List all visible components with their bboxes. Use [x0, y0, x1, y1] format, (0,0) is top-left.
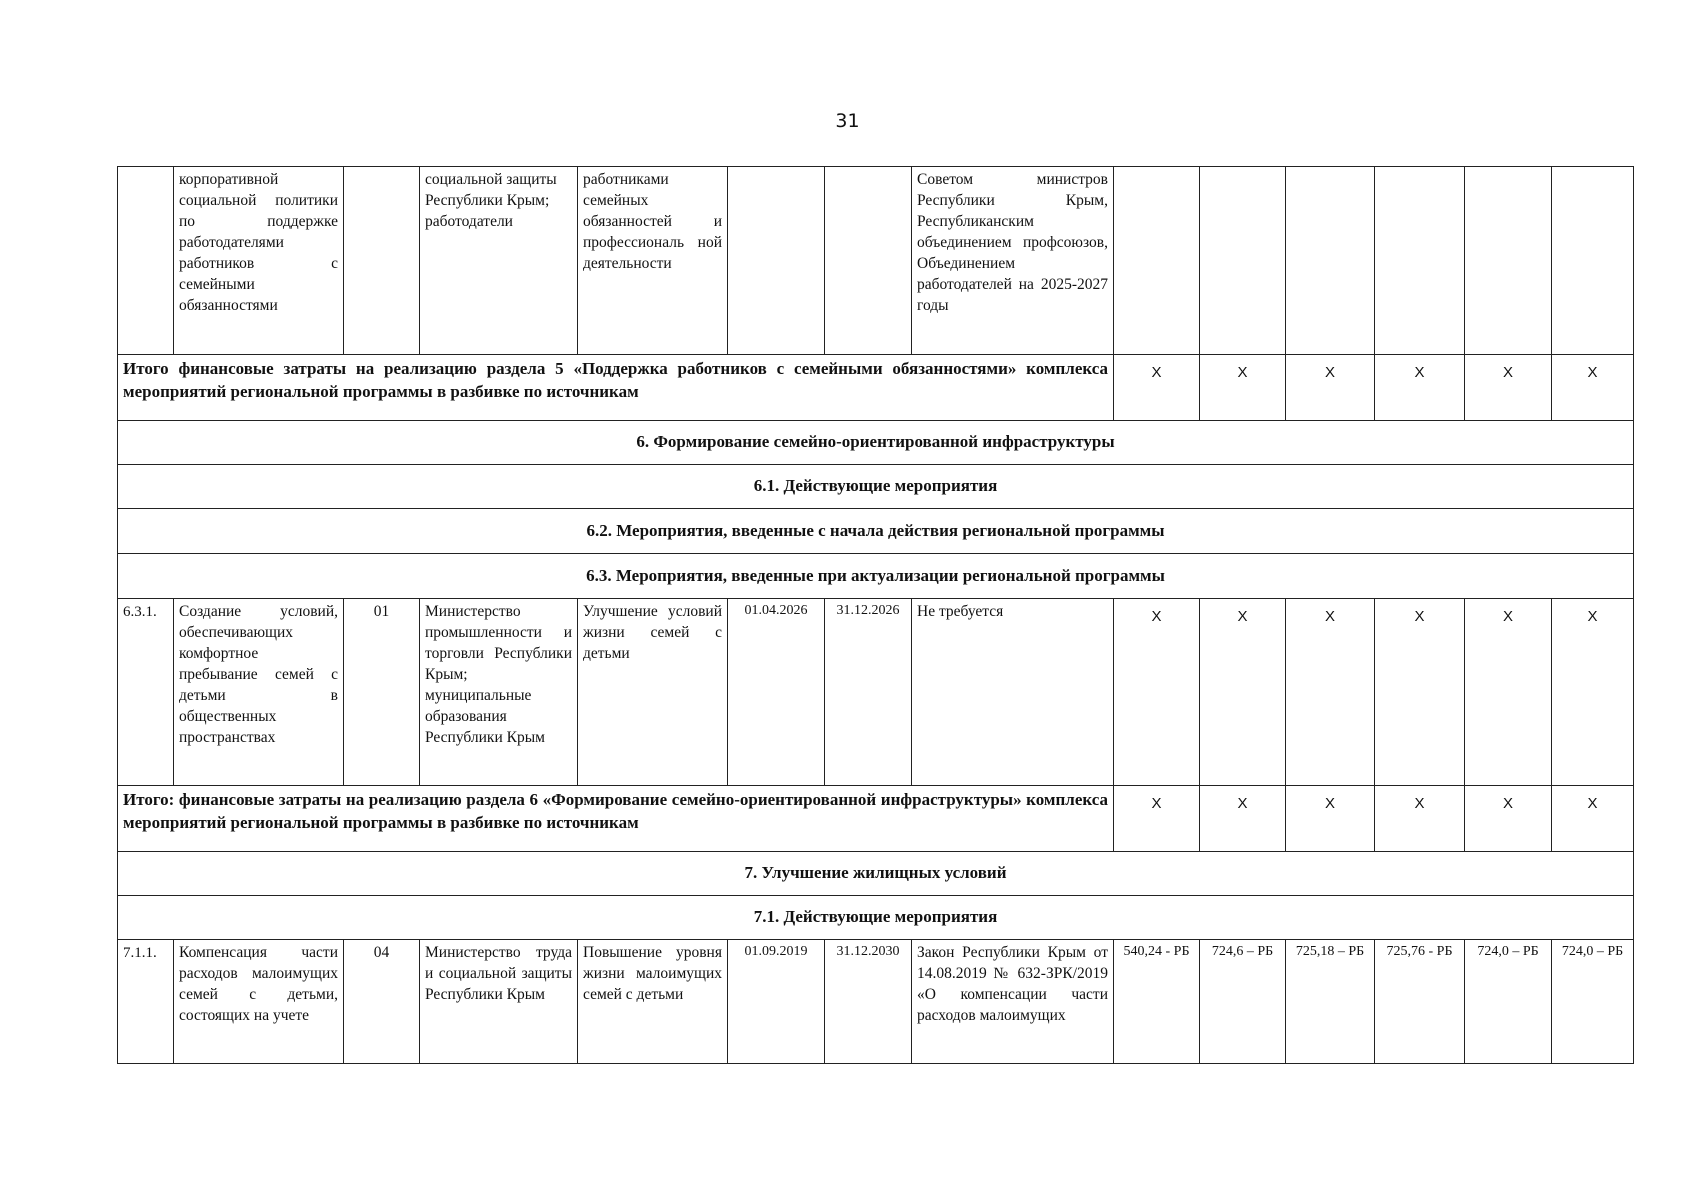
- cell-mark: Х: [1552, 355, 1634, 421]
- cell-end-date: [825, 167, 912, 355]
- section-title: 6. Формирование семейно-ориентированной инфраструктуры: [118, 421, 1634, 465]
- measures-table: [117, 166, 1634, 1064]
- cell-mark: Х: [1375, 599, 1465, 786]
- cell-mark: Х: [1552, 786, 1634, 852]
- cell-responsible: Министерство промышленности и торговли Республики Крым; муниципальные образования Республики Крым: [420, 599, 578, 786]
- cell-responsible: Министерство труда и социальной защиты Республики Крым: [420, 940, 578, 1064]
- cell-code: 01: [344, 599, 420, 786]
- cell-year-5: [1465, 167, 1552, 355]
- cell-number: 7.1.1.: [118, 940, 174, 1064]
- cell-basis: Закон Республики Крым от 14.08.2019 № 632-ЗРК/2019 «О компенсации части расходов малоимущих: [912, 940, 1114, 1064]
- cell-measure-name: Создание условий, обеспечивающих комфортное пребывание семей с детьми в общественных пространствах: [174, 599, 344, 786]
- cell-basis: Советом министров Республики Крым, Республиканским объединением профсоюзов, Объединением работодателей на 2025-2027 годы: [912, 167, 1114, 355]
- cell-mark: Х: [1286, 786, 1375, 852]
- section-title: 7. Улучшение жилищных условий: [118, 852, 1634, 896]
- cell-result: работниками семейных обязанностей и профессиональ ной деятельности: [578, 167, 728, 355]
- subsection-header-row: [118, 465, 1634, 509]
- cell-end-date: 31.12.2030: [825, 940, 912, 1064]
- cell-funding: 724,0 – РБ: [1465, 940, 1552, 1064]
- subsection-header-row: [118, 896, 1634, 940]
- cell-funding: 540,24 - РБ: [1114, 940, 1200, 1064]
- cell-basis: Не требуется: [912, 599, 1114, 786]
- total-row-section-6: [118, 786, 1634, 852]
- cell-funding: 724,0 – РБ: [1552, 940, 1634, 1064]
- cell-start-date: 01.04.2026: [728, 599, 825, 786]
- cell-mark: Х: [1375, 786, 1465, 852]
- section-header-row: [118, 852, 1634, 896]
- section-header-row: [118, 421, 1634, 465]
- total-row-section-5: [118, 355, 1634, 421]
- table-row: [118, 599, 1634, 786]
- cell-measure-name: Компенсация части расходов малоимущих семей с детьми, состоящих на учете: [174, 940, 344, 1064]
- table-row: [118, 167, 1634, 355]
- subsection-title: 7.1. Действующие мероприятия: [118, 896, 1634, 940]
- cell-result: Улучшение условий жизни семей с детьми: [578, 599, 728, 786]
- cell-year-4: [1375, 167, 1465, 355]
- subsection-title: 6.3. Мероприятия, введенные при актуализации региональной программы: [118, 554, 1634, 599]
- cell-mark: Х: [1286, 599, 1375, 786]
- cell-funding: 725,18 – РБ: [1286, 940, 1375, 1064]
- cell-mark: Х: [1552, 599, 1634, 786]
- page-number: 31: [835, 110, 860, 132]
- cell-end-date: 31.12.2026: [825, 599, 912, 786]
- cell-code: [344, 167, 420, 355]
- total-label: Итого финансовые затраты на реализацию раздела 5 «Поддержка работников с семейными обязанностями» комплекса мероприятий региональной программы в разбивке по источникам: [118, 355, 1114, 421]
- cell-measure-name: корпоративной социальной политики по поддержке работодателями работников с семейными обязанностями: [174, 167, 344, 355]
- cell-start-date: 01.09.2019: [728, 940, 825, 1064]
- cell-year-6: [1552, 167, 1634, 355]
- cell-start-date: [728, 167, 825, 355]
- cell-year-2: [1200, 167, 1286, 355]
- cell-funding: 725,76 - РБ: [1375, 940, 1465, 1064]
- cell-year-1: [1114, 167, 1200, 355]
- cell-mark: Х: [1465, 786, 1552, 852]
- cell-mark: Х: [1465, 599, 1552, 786]
- cell-mark: Х: [1375, 355, 1465, 421]
- cell-mark: Х: [1286, 355, 1375, 421]
- cell-funding: 724,6 – РБ: [1200, 940, 1286, 1064]
- cell-mark: Х: [1200, 786, 1286, 852]
- subsection-title: 6.1. Действующие мероприятия: [118, 465, 1634, 509]
- cell-number: 6.3.1.: [118, 599, 174, 786]
- table-row: [118, 940, 1634, 1064]
- cell-mark: Х: [1200, 355, 1286, 421]
- total-label: Итого: финансовые затраты на реализацию раздела 6 «Формирование семейно-ориентированной инфраструктуры» комплекса мероприятий региональной программы в разбивке по источникам: [118, 786, 1114, 852]
- cell-mark: Х: [1114, 599, 1200, 786]
- cell-mark: Х: [1114, 786, 1200, 852]
- cell-mark: Х: [1200, 599, 1286, 786]
- cell-result: Повышение уровня жизни малоимущих семей с детьми: [578, 940, 728, 1064]
- cell-year-3: [1286, 167, 1375, 355]
- cell-number: [118, 167, 174, 355]
- cell-responsible: социальной защиты Республики Крым; работодатели: [420, 167, 578, 355]
- cell-mark: Х: [1465, 355, 1552, 421]
- cell-mark: Х: [1114, 355, 1200, 421]
- subsection-header-row: [118, 509, 1634, 554]
- subsection-header-row: [118, 554, 1634, 599]
- cell-code: 04: [344, 940, 420, 1064]
- subsection-title: 6.2. Мероприятия, введенные с начала действия региональной программы: [118, 509, 1634, 554]
